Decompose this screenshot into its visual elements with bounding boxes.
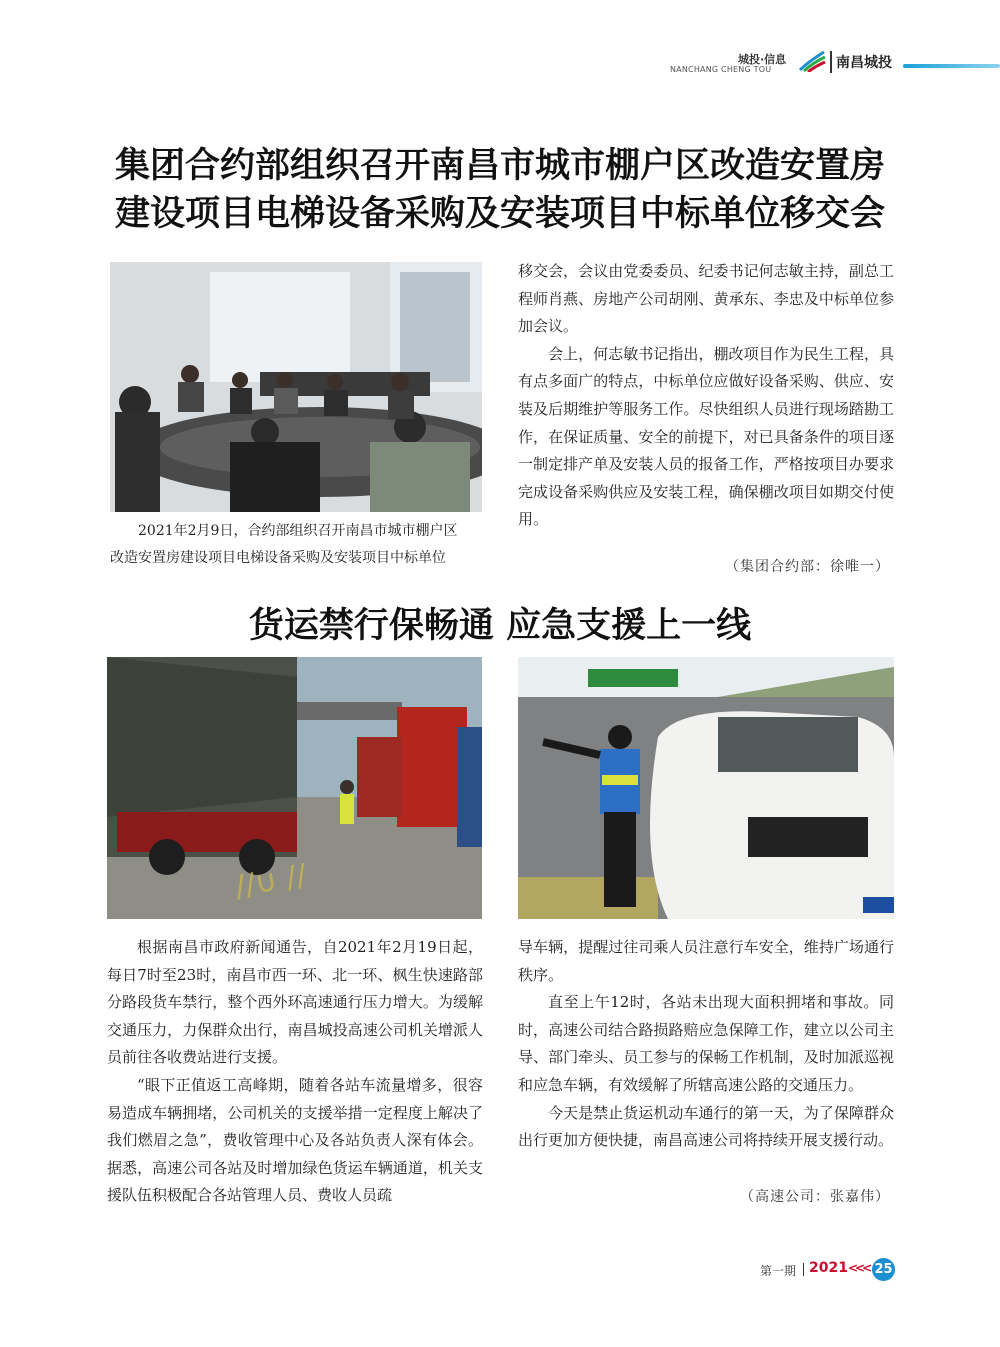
article1-title-line2: 建设项目电梯设备采购及安装项目中标单位移交会	[114, 194, 885, 234]
article2-paragraph: 今天是禁止货运机动车通行的第一天，为了保障群众出行更加方便快捷，南昌高速公司将持续开展支援行动。	[518, 1103, 894, 1150]
article2-left-body	[107, 934, 483, 1210]
header-brand: 南昌城投	[836, 55, 892, 71]
article1-credit: （集团合约部：徐唯一）	[725, 559, 890, 575]
footer-separator	[803, 1263, 804, 1276]
chevron-left-icon: <<<	[848, 1261, 870, 1275]
caption-line2: 改造安置房建设项目电梯设备采购及安装项目中标单位	[110, 550, 446, 566]
article2-credit: （高速公司：张嘉伟）	[740, 1189, 890, 1205]
article2-paragraph: “眼下正值返工高峰期，随着各站车流量增多，很容易造成车辆拥堵，公司机关的支援举措一定程度上解决了我们燃眉之急”，费收管理中心及各站负责人深有体会。据悉，高速公司各站及时增加绿色货运车辆通道，机关支援队伍积极配合各站管理人员、费收人员疏	[107, 1075, 483, 1205]
article2-paragraph: 导车辆，提醒过往司乘人员注意行车安全，维持广场通行秩序。	[518, 938, 894, 984]
page-header	[670, 48, 1000, 82]
page-number: 25	[872, 1258, 895, 1281]
header-separator	[830, 51, 832, 73]
meeting-photo-caption	[110, 518, 482, 572]
chengtou-logo-icon	[798, 50, 826, 72]
article2-right-body	[518, 934, 894, 1155]
article2-paragraph: 直至上午12时，各站未出现大面积拥堵和事故。同时，高速公司结合路损路赔应急保障工作，建立以公司主导、部门牵头、员工参与的保畅工作机制，及时加派巡视和应急车辆，有效缓解了所辖高速公路的交通压力。	[518, 993, 894, 1094]
article1-title	[80, 142, 920, 238]
issue-label: 第一期	[760, 1264, 797, 1278]
truck-queue-photo	[107, 657, 482, 919]
article1-paragraph: 会上，何志敏书记指出，棚改项目作为民生工程，具有点多面广的特点，中标单位应做好设备采购、供应、安装及后期维护等服务工作。尽快组织人员进行现场踏勘工作，在保证质量、安全的前提下，对已具备条件的项目逐一制定排产单及安装人员的报备工作，严格按项目办要求完成设备采购供应及安装工程，确保棚改项目如期交付使用。	[518, 344, 894, 529]
year-label: 2021	[809, 1260, 848, 1276]
article1-paragraph: 移交会，会议由党委委员、纪委书记何志敏主持，副总工程师肖燕、房地产公司胡刚、黄承东、李忠及中标单位参加会议。	[518, 262, 894, 336]
article1-title-line1: 集团合约部组织召开南昌市城市棚户区改造安置房	[114, 146, 885, 186]
article2-title: 货运禁行保畅通 应急支援上一线	[248, 606, 752, 646]
toll-guidance-photo	[518, 657, 894, 919]
header-accent-bar	[903, 64, 1000, 68]
header-subtitle-en: NANCHANG CHENG TOU	[670, 65, 772, 74]
article2-paragraph: 根据南昌市政府新闻通告，自2021年2月19日起，每日7时至23时，南昌市西一环、北一环、枫生快速路部分路段货车禁行，整个西外环高速通行压力增大。为缓解交通压力，力保群众出行，南昌城投高速公司机关增派人员前往各收费站进行支援。	[107, 938, 483, 1067]
header-subtitle-cn: 城投·信息	[738, 53, 787, 66]
caption-line1: 2021年2月9日，合约部组织召开南昌市城市棚户区	[138, 523, 458, 539]
meeting-photo	[110, 262, 482, 512]
article1-body	[518, 258, 894, 534]
svg-text:∕∕∪ ∕∕: ∕∕∪ ∕∕	[232, 857, 310, 905]
page-footer	[760, 1258, 900, 1282]
